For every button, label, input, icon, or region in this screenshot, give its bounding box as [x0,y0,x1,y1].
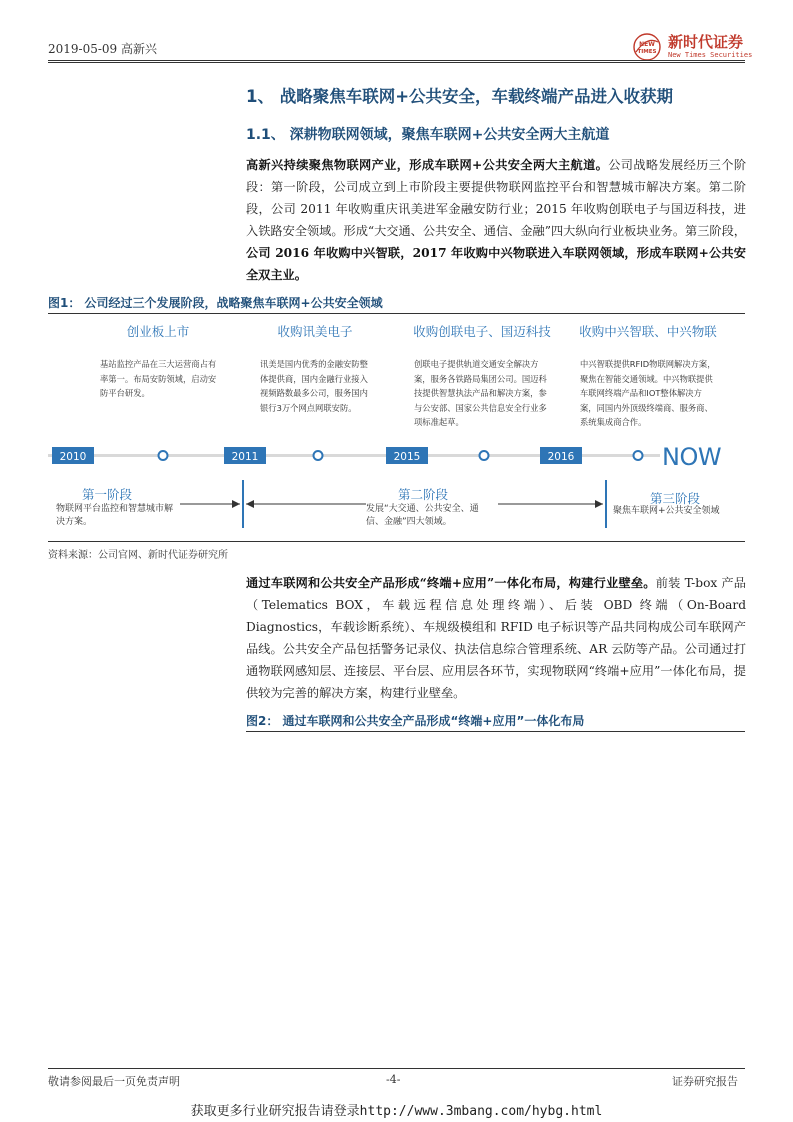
stage-title-3: 收购创联电子、国迈科技 [413,324,551,339]
timeline-dot-2 [314,451,323,460]
figure1-top-rule [48,313,745,314]
stage-desc-2: 讯美是国内优秀的金融安防整体提供商，国内金融行业接入视频路数最多公司，服务国内银行3万个网点网联安防。 [260,359,368,413]
paragraph-strategy-body: 公司战略发展经历三个阶段：第一阶段，公司成立到上市阶段主要提供物联网监控平台和智慧城市解决方案。第二阶段，公司 2011 年收购重庆讯美进军金融安防行业；2015 年收购创联电子与国迈科技，进入铁路安全领域。形成“大交通、公共安全、通信、金融”四大纵向行业板块业务。第三阶段， [246,158,747,238]
now-label: NOW [662,443,722,471]
phase-desc-1: 物联网平台监控和智慧城市解决方案。 [56,504,174,527]
phase-arrow-2-left-head [246,500,254,508]
phase-desc-3: 聚焦车联网+公共安全领域 [613,506,720,516]
header-rule-thin [48,62,745,63]
stage-desc-3: 创联电子提供轨道交通安全解决方案，服务各铁路局集团公司。国迈科技提供智慧执法产品和解决方案，参与公安部、国家公共信息安全行业多项标准起草。 [414,359,547,427]
paragraph-strategy-tail: 公司 2016 年收购中兴智联，2017 年收购中兴物联进入车联网领域，形成车联网+公共安全双主业。 [246,246,746,282]
stage-title-4: 收购中兴智联、中兴物联 [579,324,717,339]
year-label-2016: 2016 [547,451,575,463]
paragraph-strategy-lead: 高新兴持续聚焦物联网产业，形成车联网+公共安全两大主航道。 [246,158,609,172]
year-label-2011: 2011 [231,451,259,463]
timeline-dot-3 [480,451,489,460]
timeline-dot-4 [634,451,643,460]
bottom-link-text[interactable]: 获取更多行业研究报告请登录http://www.3mbang.com/hybg.html [190,1104,603,1119]
phase-title-2: 第二阶段 [398,487,449,502]
stage-title-2: 收购讯美电子 [277,324,353,339]
year-label-2010: 2010 [59,451,87,463]
figure2-title: 图2： 通过车联网和公共安全产品形成“终端+应用”一体化布局 [246,714,585,728]
footer-disclaimer: 敬请参阅最后一页免责声明 [48,1075,180,1088]
figure1-title: 图1： 公司经过三个发展阶段，战略聚焦车联网+公共安全领域 [48,296,383,310]
timeline [48,440,745,474]
section-heading-1: 1、 战略聚焦车联网+公共安全，车载终端产品进入收获期 [246,87,674,106]
footer-rule [48,1068,745,1069]
stage-desc-1: 基站监控产品在三大运营商占有率第一。布局安防领域，启动安防平台研发。 [100,359,217,398]
figure1-bottom-rule [48,541,745,542]
phase-arrow-2-right-head [595,500,603,508]
footer-page-number: -4- [386,1073,401,1086]
timeline-dot-1 [159,451,168,460]
svg-text:TIMES: TIMES [637,49,657,55]
footer-report-type: 证券研究报告 [672,1075,738,1088]
phase-desc-2: 发展“大交通、公共安全、通信、金融”四大领域。 [366,504,479,527]
header-date-company: 2019-05-09 高新兴 [48,42,158,56]
figure2-top-rule [246,731,745,732]
stage-desc-4: 中兴智联提供RFID物联网解决方案，聚焦在智能交通领域。中兴物联提供车联网终端产品和IOT整体解决方案，同国内外顶级终端商、服务商、系统集成商合作。 [580,359,716,427]
header-rule [48,60,745,61]
section-heading-1-1: 1.1、 深耕物联网领域，聚焦车联网+公共安全两大主航道 [246,127,610,143]
year-label-2015: 2015 [393,451,421,463]
phase-title-1: 第一阶段 [82,487,133,502]
phase-title-3: 第三阶段 [650,491,701,506]
figure1-source: 资料来源：公司官网、新时代证券研究所 [48,550,228,561]
logo-name: 新时代证券 [668,33,744,51]
paragraph-layout-lead: 通过车联网和公共安全产品形成“终端+应用”一体化布局，构建行业壁垒。 [246,576,656,590]
stage-title-1: 创业板上市 [126,324,190,339]
paragraph-layout [246,572,746,704]
paragraph-layout-body: 前装 T-box 产品（Telematics BOX，车载远程信息处理终端）、后装 OBD 终端（On-Board Diagnostics，车载诊断系统）、车规级模组和 RFID 电子标识等产品共同构成公司车联网产品线。公共安全产品包括警务记录仪、执法信息综合管理系统、AR 云防等产品。公司通过打通物联网感知层、连接层、平台层、应用层各环节，实现物联网“终端+应用”一体化布局，提供较为完善的解决方案，构建行业壁垒。 [246,576,746,700]
phase-arrow-1-head [232,500,240,508]
paragraph-strategy [246,154,746,286]
svg-text:NEW: NEW [639,41,655,48]
logo-mark-icon [628,32,666,62]
logo-en: New Times Securities [668,51,753,59]
